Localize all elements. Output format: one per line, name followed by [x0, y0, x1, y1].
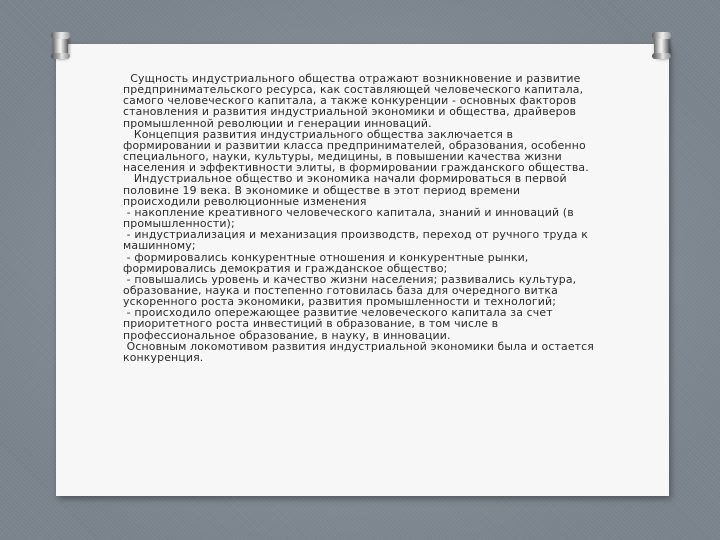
pin-icon [654, 35, 669, 57]
list-item-human-capital: - накопление креативного человеческого капитала, знаний и инноваций (в промышленности); [123, 205, 578, 231]
list-item-industrialization: - индустриализация и механизация производств, переход от ручного труда к машинному; [123, 228, 592, 253]
paragraph-concept: Концепция развития индустриального общества заключается в формировании и развитии класса предпринимателей, образования, особенно специального, науки, культуры, медицины, в повышении качества жизни населения и эффективности элиты, в формировании гражданского общества. [123, 127, 590, 175]
paragraph-formation: Индустриальное общество и экономика начали формироваться в первой половине 19 века. В экономике и обществе в этот период времени происходили революционные изменения [123, 172, 571, 208]
paragraph-conclusion: Основным локомотивом развития индустриальной экономики была и остается конкуренция. [123, 339, 598, 364]
pin-icon [53, 35, 68, 57]
paragraph-essence: Сущность индустриального общества отражают возникновение и развитие предпринимательского ресурса, как составляющей человеческого капитала, самого человеческого капитала, а также конкуренции - основных факторов становления и развития индустриальной экономики и общества, драйверов промышленной революции и генерации инноваций. [123, 72, 587, 130]
document-text [123, 73, 597, 363]
list-item-living-standards: - повышались уровень и качество жизни населения; развивались культура, образование, наука и постепенно готовилась база для очередного витка ускоренного роста экономики, развития промышленности и технологий; [123, 272, 580, 309]
list-item-investment: - происходило опережающее развитие человеческого капитала за счет приоритетного роста инвестиций в образование, в том числе в профессиональное образование, в науку, в инновации. [123, 306, 557, 342]
list-item-competition: - формировались конкурентные отношения и конкурентные рынки, формировались демократия и гражданское общество; [123, 250, 533, 275]
